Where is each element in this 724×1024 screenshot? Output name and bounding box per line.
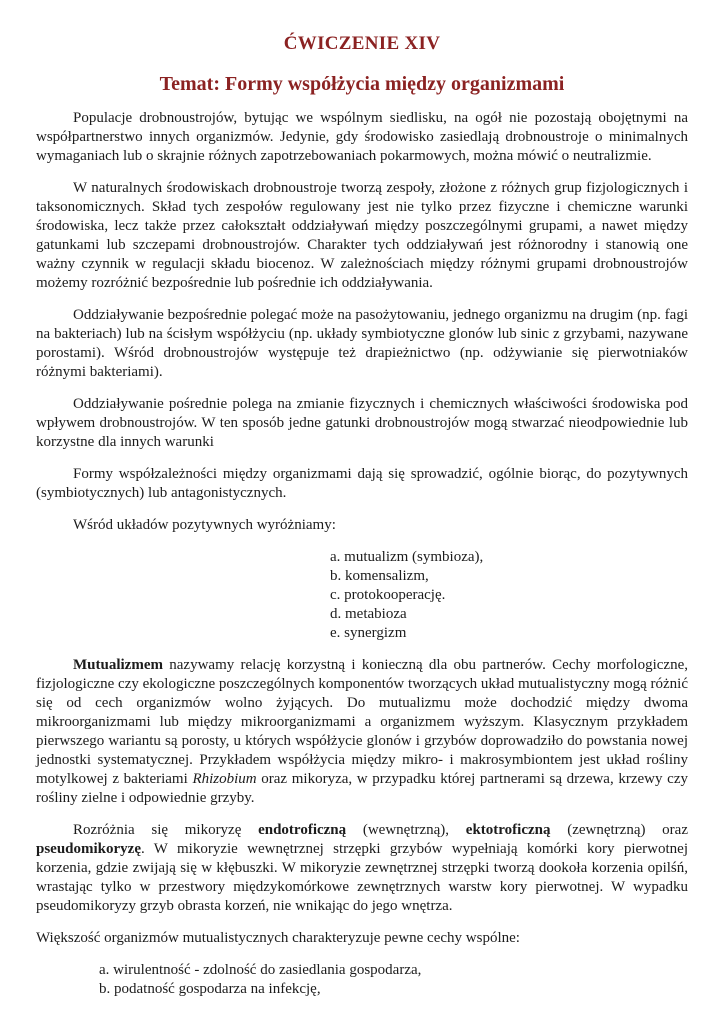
paragraph	[36, 656, 688, 808]
page-subtitle: Temat: Formy współżycia między organizmami	[159, 73, 565, 95]
page-title: ĆWICZENIE XIV	[283, 33, 441, 54]
text-segment: nazywamy relację korzystną i konieczną dla obu partnerów. Cechy morfologiczne, fizjologiczne czy ekologiczne poszczególnych komponentów tworzących układ mutualistyczny mogą różnić się od cech organizmów wolno żyjących. Do mutualizmu może dochodzić między dwoma mikroorganizmami lub między mikroorganizmami a organizmem wyższym. Klasycznym przykładem pierwszego wariantu są porosty, u których współżycie glonów i grzybów doprowadziło do powstania nowej jednostki systematycznej. Przykładem współżycia między mikro- i makrosymbiontem jest układ rośliny motylkowej z bakteriami	[36, 657, 688, 787]
text-segment: Mutualizmem	[73, 657, 163, 673]
text-segment: Oddziaływanie pośrednie polega na zmianie fizycznych i chemicznych właściwości środowiska pod wpływem drobnoustrojów. W ten sposób jedne gatunki drobnoustrojów mogą stwarzać nieodpowiednie lub korzystne dla innych warunki	[36, 396, 688, 450]
list-item: b. podatność gospodarza na infekcję,	[99, 981, 321, 997]
text-segment: Wśród układów pozytywnych wyróżniamy:	[73, 517, 336, 533]
text-segment: (zewnętrzną) oraz	[550, 822, 688, 838]
text-segment: Większość organizmów mutualistycznych charakteryzuje pewne cechy wspólne:	[36, 930, 520, 946]
paragraph	[36, 395, 688, 452]
text-segment: Oddziaływanie bezpośrednie polegać może na pasożytowaniu, jednego organizmu na drugim (np. fagi na bakteriach) lub na ścisłym współżyciu (np. układy symbiotyczne glonów lub sinic z grzybami, nazywane porostami). Wśród drobnoustrojów występuje też drapieżnictwo (np. odżywianie się pierwotniaków różnymi bakteriami).	[36, 307, 688, 380]
text-segment: oraz mikoryza, w przypadku której partnerami są drzewa, krzewy czy rośliny zielne i odpowiednie grzyby.	[36, 771, 688, 806]
paragraph	[36, 179, 688, 293]
lettered-list	[330, 548, 688, 643]
list-item: b. komensalizm,	[330, 568, 429, 584]
text-segment: Rhizobium	[192, 771, 257, 787]
text-segment: Formy współzależności między organizmami dają się sprowadzić, ogólnie biorąc, do pozytywnych (symbiotycznych) lub antagonistycznych.	[36, 466, 688, 501]
paragraph	[36, 821, 688, 916]
paragraph	[36, 516, 688, 535]
text-segment: Rozróżnia się mikoryzę	[73, 822, 259, 838]
document-body	[36, 109, 688, 999]
paragraph	[36, 306, 688, 382]
text-segment: (wewnętrzną),	[346, 822, 466, 838]
lettered-list	[99, 961, 688, 999]
list-item: e. synergizm	[330, 625, 407, 641]
text-segment: pseudomikoryzę	[36, 841, 141, 857]
list-item: c. protokooperację.	[330, 587, 446, 603]
text-segment: . W mikoryzie wewnętrznej strzępki grzybów wypełniają komórki kory pierwotnej korzenia, gdzie zwijają się w kłębuszki. W mikoryzie zewnętrznej strzępki tworzą dookoła korzenia opilśń, wrastając tylko w przestwory międzykomórkowe zewnętrznych warstw kory pierwotnej. W wypadku pseudomikoryzy grzyb obrasta korzeń, nie wnikając do jego wnętrza.	[36, 841, 688, 914]
text-segment: W naturalnych środowiskach drobnoustroje tworzą zespoły, złożone z różnych grup fizjologicznych i taksonomicznych. Skład tych zespołów regulowany jest nie tylko przez fizyczne i chemiczne warunki środowiska, lecz także przez całokształt oddziaływań między poszczególnymi grupami, a nawet między gatunkami lub szczepami drobnoustrojów. Charakter tych oddziaływań jest różnorodny i stanowią one ważny czynnik w regulacji składu biocenoz. W zależnościach między różnymi grupami drobnoustrojów możemy rozróżnić bezpośrednie lub pośrednie ich oddziaływania.	[36, 180, 688, 291]
list-item: d. metabioza	[330, 606, 407, 622]
text-segment: endotroficzną	[258, 822, 347, 838]
paragraph	[36, 929, 688, 948]
paragraph	[36, 465, 688, 503]
list-item: a. wirulentność - zdolność do zasiedlania gospodarza,	[99, 962, 422, 978]
text-segment: ektotroficzną	[465, 822, 551, 838]
paragraph	[36, 109, 688, 166]
list-item: a. mutualizm (symbioza),	[330, 549, 484, 565]
text-segment: Populacje drobnoustrojów, bytując we wspólnym siedlisku, na ogół nie pozostają obojętnymi na współpartnerstwo innych organizmów. Jedynie, gdy środowisko zasiedlają drobnoustroje o minimalnych wymaganiach lub o skrajnie różnych zapotrzebowaniach pokarmowych, można mówić o neutralizmie.	[36, 110, 688, 164]
